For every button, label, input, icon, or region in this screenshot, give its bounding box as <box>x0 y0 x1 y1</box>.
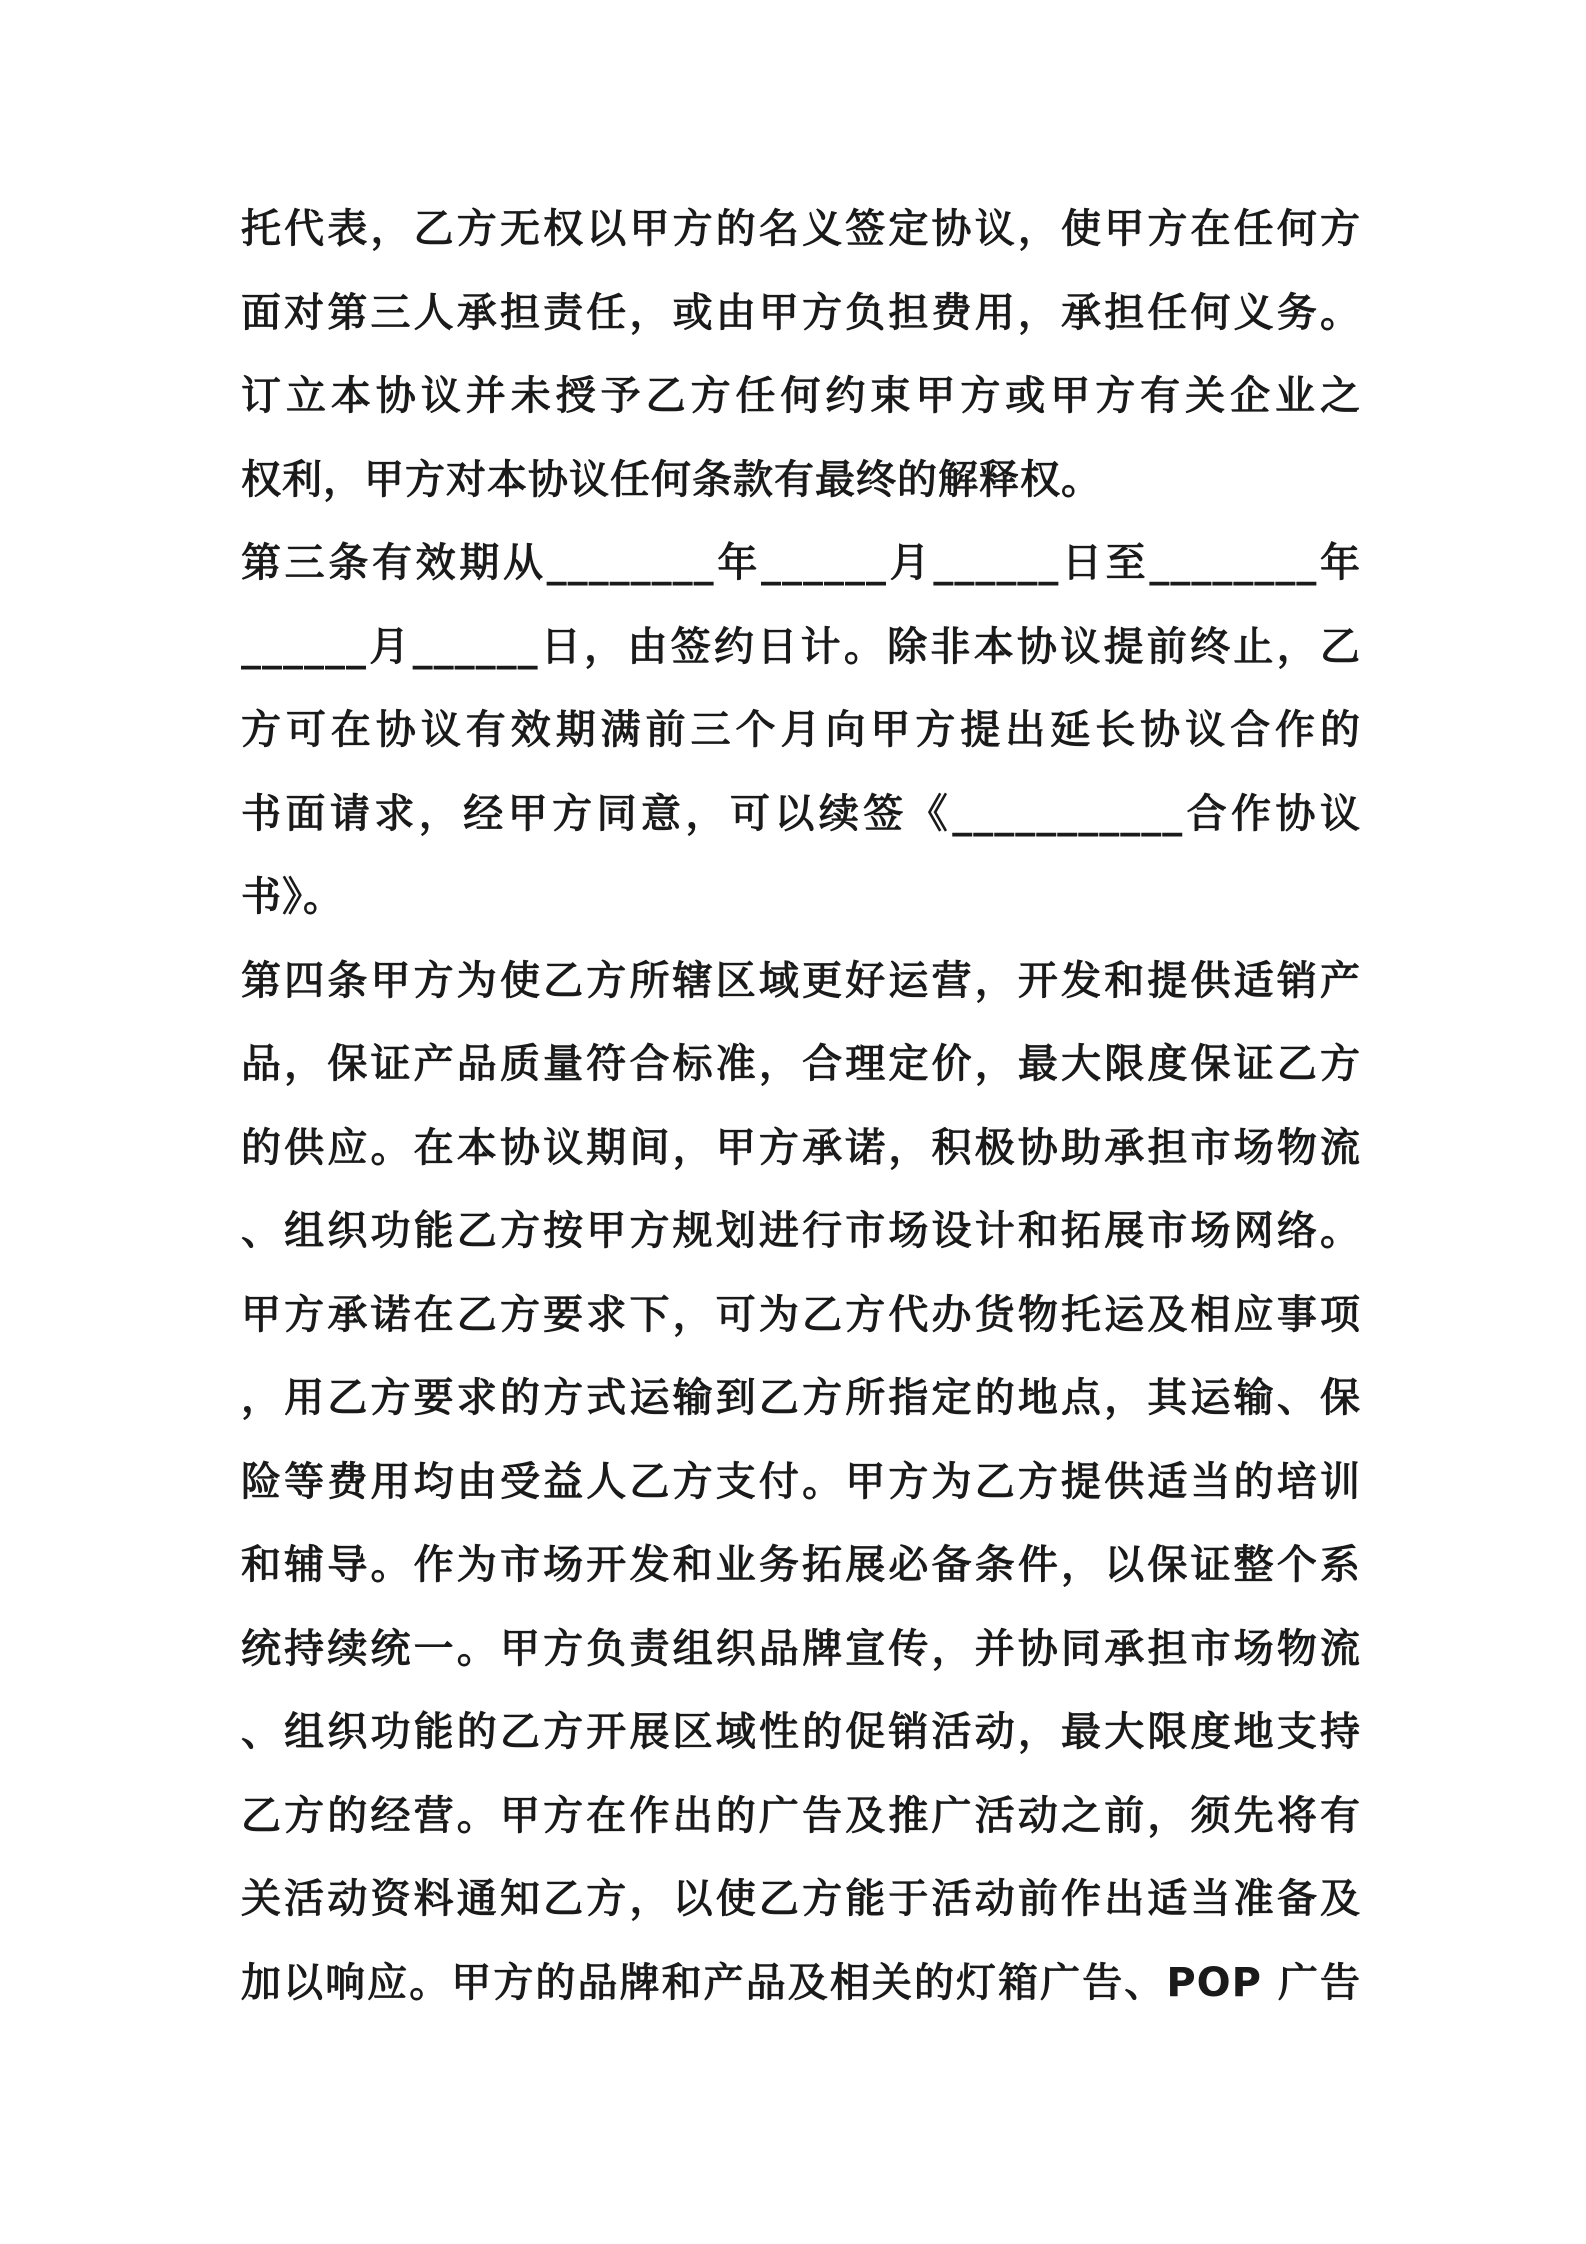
text-line: 第四条甲方为使乙方所辖区域更好运营，开发和提供适销产 <box>241 957 1361 1004</box>
text-line: 的供应。在本协议期间，甲方承诺，积极协助承担市场物流 <box>241 1124 1361 1171</box>
text-line: 甲方承诺在乙方要求下，可为乙方代办货物托运及相应事项 <box>241 1291 1361 1338</box>
text-line: 险等费用均由受益人乙方支付。甲方为乙方提供适当的培训 <box>241 1458 1361 1505</box>
text-line: 订立本协议并未授予乙方任何约束甲方或甲方有关企业之 <box>241 373 1361 419</box>
agreement-body-text <box>241 188 1361 2025</box>
text-line: 书面请求，经甲方同意，可以续签《___________合作协议 <box>241 790 1361 837</box>
text-line: 、组织功能乙方按甲方规划进行市场设计和拓展市场网络。 <box>241 1208 1361 1254</box>
text-line: 面对第三人承担责任，或由甲方负担费用，承担任何义务。 <box>241 289 1361 336</box>
text-line: 、组织功能的乙方开展区域性的促销活动，最大限度地支持 <box>241 1709 1361 1755</box>
text-line: 第三条有效期从________年______月______日至________年 <box>241 540 1361 586</box>
text-line: 书》。 <box>241 874 344 920</box>
text-line: ，用乙方要求的方式运输到乙方所指定的地点，其运输、保 <box>241 1375 1361 1421</box>
text-line: 权利，甲方对本协议任何条款有最终的解释权。 <box>241 456 1102 503</box>
text-line: 品，保证产品质量符合标准，合理定价，最大限度保证乙方 <box>241 1041 1361 1087</box>
text-line: 和辅导。作为市场开发和业务拓展必备条件，以保证整个系 <box>241 1542 1361 1588</box>
text-line: 加以响应。甲方的品牌和产品及相关的灯箱广告、POP 广告 <box>241 1959 1361 2006</box>
text-line: 托代表，乙方无权以甲方的名义签定协议，使甲方在任何方 <box>241 206 1361 252</box>
text-line: 关活动资料通知乙方，以使乙方能于活动前作出适当准备及 <box>241 1876 1361 1922</box>
text-line: 方可在协议有效期满前三个月向甲方提出延长协议合作的 <box>241 707 1361 753</box>
text-line: ______月______日，由签约日计。除非本协议提前终止，乙 <box>241 623 1361 670</box>
text-line: 统持续统一。甲方负责组织品牌宣传，并协同承担市场物流 <box>241 1625 1361 1672</box>
text-line: 乙方的经营。甲方在作出的广告及推广活动之前，须先将有 <box>241 1792 1361 1839</box>
